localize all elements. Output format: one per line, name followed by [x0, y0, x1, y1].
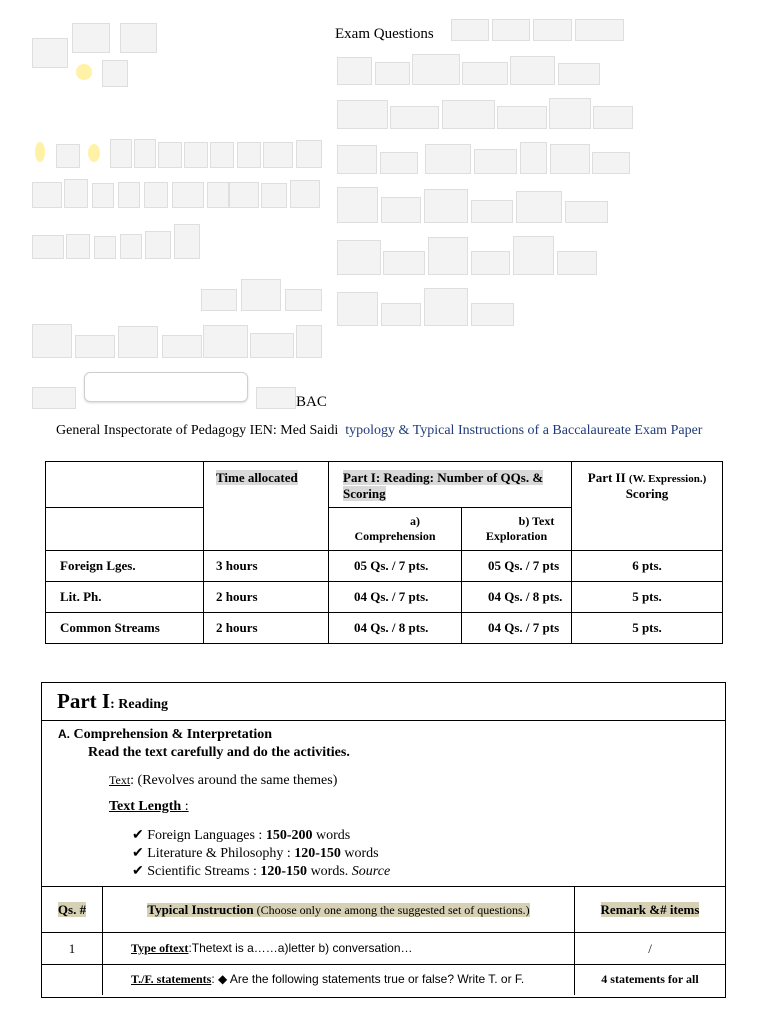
text-line: [109, 773, 337, 789]
comp-cell: 04 Qs. / 8 pts.: [329, 613, 462, 644]
part2-header-sub: (W. Expression.): [628, 473, 707, 485]
redacted-block: [471, 303, 514, 326]
redacted-block: [510, 56, 555, 85]
redacted-block: [120, 234, 142, 259]
summary-header-empty-2: [46, 508, 204, 551]
inspectorate-text: General Inspectorate of Pedagogy IEN: Med Saidi: [56, 423, 339, 438]
redacted-block: [256, 387, 296, 409]
redacted-block: [471, 200, 513, 223]
instruction-cell: [103, 933, 575, 965]
redacted-block: [497, 106, 547, 129]
part1-header-label: Part I: Reading: Number of QQs. & Scoring: [343, 470, 544, 501]
redacted-block: [290, 180, 320, 208]
redacted-block: [162, 335, 202, 358]
list-item: [132, 827, 390, 845]
qs-header-label: Qs. #: [57, 901, 87, 917]
comp-header: [329, 508, 462, 551]
redacted-block: [520, 142, 547, 174]
part1-title-text: Part I: [57, 689, 111, 713]
length-source: Source: [351, 864, 391, 879]
expl-cell: 04 Qs. / 7 pts: [462, 613, 572, 644]
table-row: [46, 582, 723, 613]
redacted-block: [337, 187, 378, 223]
redacted-block: [550, 144, 590, 174]
redacted-block: [592, 152, 630, 174]
redacted-block: [261, 183, 287, 208]
instruction-header-note: (Choose only one among the suggested set of questions.): [253, 902, 530, 917]
score-cell: 6 pts.: [572, 551, 723, 582]
typology-text: typology & Typical Instructions of a Baccalaureate Exam Paper: [345, 423, 703, 438]
redacted-block: [390, 106, 439, 129]
score-cell: 5 pts.: [572, 582, 723, 613]
redacted-block: [471, 251, 510, 275]
redacted-block: [425, 144, 471, 174]
qs-number: 1: [42, 933, 103, 965]
length-list: [132, 827, 390, 881]
redacted-block: [32, 38, 68, 68]
stream-cell: Lit. Ph.: [46, 582, 204, 613]
redacted-block: [263, 142, 293, 168]
redacted-block: [75, 335, 115, 358]
redacted-block: [337, 240, 381, 275]
redacted-block: [381, 197, 421, 223]
redacted-block: [184, 142, 208, 168]
time-cell: 2 hours: [204, 582, 329, 613]
redacted-block: [32, 182, 62, 208]
redacted-block: [158, 142, 182, 168]
qs-header: [42, 887, 103, 933]
length-value: 120-150: [260, 864, 308, 879]
length-unit: words.: [307, 864, 352, 879]
section-a-title: [58, 727, 272, 743]
redacted-block: [428, 237, 468, 275]
check-icon: ✔: [132, 846, 144, 861]
redacted-block: [549, 98, 591, 129]
redacted-block: [337, 292, 378, 326]
remark-cell: /: [575, 933, 726, 965]
text-desc: : (Revolves around the same themes): [130, 773, 338, 788]
redacted-block: [337, 100, 388, 129]
summary-header-empty: [46, 462, 204, 508]
comp-header-a: a): [410, 514, 420, 528]
redacted-block: [237, 142, 261, 168]
redacted-block: [381, 303, 421, 326]
comp-cell: 05 Qs. / 7 pts.: [329, 551, 462, 582]
expl-header: [462, 508, 572, 551]
redacted-block: [516, 191, 562, 223]
redacted-block: [337, 57, 372, 85]
length-name: Scientific Streams :: [147, 864, 261, 879]
summary-header-part1: [329, 462, 572, 508]
table-row: [46, 551, 723, 582]
redacted-field: [84, 372, 248, 402]
length-name: Literature & Philosophy :: [147, 846, 295, 861]
instruction-cell: [103, 965, 575, 995]
part1-header: [42, 683, 725, 721]
instruction-header-row: [42, 887, 725, 933]
length-value: 120-150: [294, 846, 341, 861]
list-item: [132, 845, 390, 863]
redacted-block: [144, 182, 168, 208]
expl-cell: 04 Qs. / 8 pts.: [462, 582, 572, 613]
highlight-mark: [35, 142, 45, 162]
redacted-block: [229, 182, 259, 208]
redacted-block: [118, 182, 140, 208]
redacted-block: [174, 224, 200, 259]
comp-cell: 04 Qs. / 7 pts.: [329, 582, 462, 613]
length-line: [109, 799, 189, 815]
redacted-block: [172, 182, 204, 208]
intro-line: [56, 420, 716, 441]
expl-cell: 05 Qs. / 7 pts: [462, 551, 572, 582]
length-value: 150-200: [265, 828, 313, 843]
redacted-block: [557, 251, 597, 275]
part1-section: [41, 682, 726, 998]
qs-number: [42, 965, 103, 995]
list-item: [132, 863, 390, 881]
redacted-block: [383, 251, 425, 275]
redacted-block: [296, 325, 322, 358]
redacted-block: [203, 325, 248, 358]
page-title: Exam Questions: [335, 26, 434, 42]
section-title-text: Comprehension & Interpretation: [73, 727, 273, 742]
remark-cell: 4 statements for all: [575, 965, 726, 995]
length-colon: :: [181, 799, 189, 814]
redacted-block: [118, 326, 158, 358]
redacted-block: [250, 333, 294, 358]
stream-cell: Foreign Lges.: [46, 551, 204, 582]
instruction-header-bold: Typical Instruction: [147, 901, 254, 917]
section-letter: A.: [58, 727, 70, 741]
part1-subtitle: : Reading: [110, 697, 169, 712]
length-unit: words: [312, 828, 351, 843]
redacted-block: [241, 279, 281, 311]
redacted-block: [72, 23, 110, 53]
redacted-block: [110, 139, 132, 168]
redacted-block: [593, 106, 633, 129]
redacted-block: [412, 54, 460, 85]
text-label: Text: [109, 773, 131, 787]
redacted-block: [451, 19, 489, 41]
length-label: Text Length: [109, 799, 182, 814]
redacted-block: [210, 142, 234, 168]
redacted-block: [558, 63, 600, 85]
redacted-block: [462, 62, 508, 85]
remark-header-label: Remark &# items: [600, 901, 700, 917]
comp-header-b: Comprehension: [354, 529, 436, 543]
redacted-block: [296, 140, 322, 168]
redacted-block: [285, 289, 322, 311]
redacted-block: [207, 182, 229, 208]
expl-header-b: Exploration: [485, 529, 548, 543]
redacted-block: [565, 201, 608, 223]
redacted-block: [424, 189, 468, 223]
length-unit: words: [340, 846, 379, 861]
redacted-block: [102, 60, 128, 87]
expl-header-a: b) Text: [518, 514, 555, 528]
summary-table: [45, 461, 723, 644]
part1-title: [57, 689, 168, 714]
redacted-block: [442, 100, 495, 129]
redacted-block: [513, 236, 554, 275]
redacted-block: [492, 19, 530, 41]
redacted-block: [145, 231, 171, 259]
redacted-block: [375, 62, 410, 85]
time-cell: 3 hours: [204, 551, 329, 582]
table-row: [42, 933, 725, 965]
check-icon: ✔: [132, 864, 144, 879]
highlight-mark: [76, 64, 92, 80]
redacted-block: [134, 139, 156, 168]
redacted-block: [92, 183, 114, 208]
bac-label: BAC: [296, 394, 327, 410]
score-cell: 5 pts.: [572, 613, 723, 644]
check-icon: ✔: [132, 828, 144, 843]
read-instruction: Read the text carefully and do the activities.: [88, 745, 350, 760]
length-name: Foreign Languages :: [147, 828, 266, 843]
redacted-block: [201, 289, 237, 311]
time-header-label: Time allocated: [216, 470, 298, 485]
table-row: [46, 613, 723, 644]
instruction-header: [103, 887, 575, 933]
summary-header-time: [204, 462, 329, 551]
instruction-label: Type oftext: [131, 941, 189, 955]
highlight-mark: [88, 144, 100, 162]
instruction-text: :Thetext is a……a)letter b) conversation…: [188, 941, 413, 955]
time-cell: 2 hours: [204, 613, 329, 644]
redacted-block: [64, 179, 88, 208]
redacted-block: [66, 234, 90, 259]
redacted-block: [94, 236, 116, 259]
part2-header-scoring: Scoring: [625, 486, 669, 501]
redacted-block: [56, 144, 80, 168]
redacted-block: [533, 19, 572, 41]
remark-header: [575, 887, 726, 933]
redacted-block: [32, 324, 72, 358]
redacted-block: [337, 145, 377, 174]
redacted-block: [32, 235, 64, 259]
redacted-block: [32, 387, 76, 409]
redacted-block: [120, 23, 157, 53]
instruction-text: : ◆ Are the following statements true or false? Write T. or F.: [211, 972, 525, 987]
redacted-block: [575, 19, 624, 41]
part2-header-label: Part II: [587, 470, 626, 485]
redacted-block: [380, 152, 418, 174]
redacted-block: [424, 288, 468, 326]
redacted-block: [474, 149, 517, 174]
table-row: [42, 965, 725, 995]
instruction-table: [42, 886, 725, 995]
instruction-label: T./F. statements: [131, 972, 212, 987]
stream-cell: Common Streams: [46, 613, 204, 644]
summary-header-part2: [572, 462, 723, 551]
